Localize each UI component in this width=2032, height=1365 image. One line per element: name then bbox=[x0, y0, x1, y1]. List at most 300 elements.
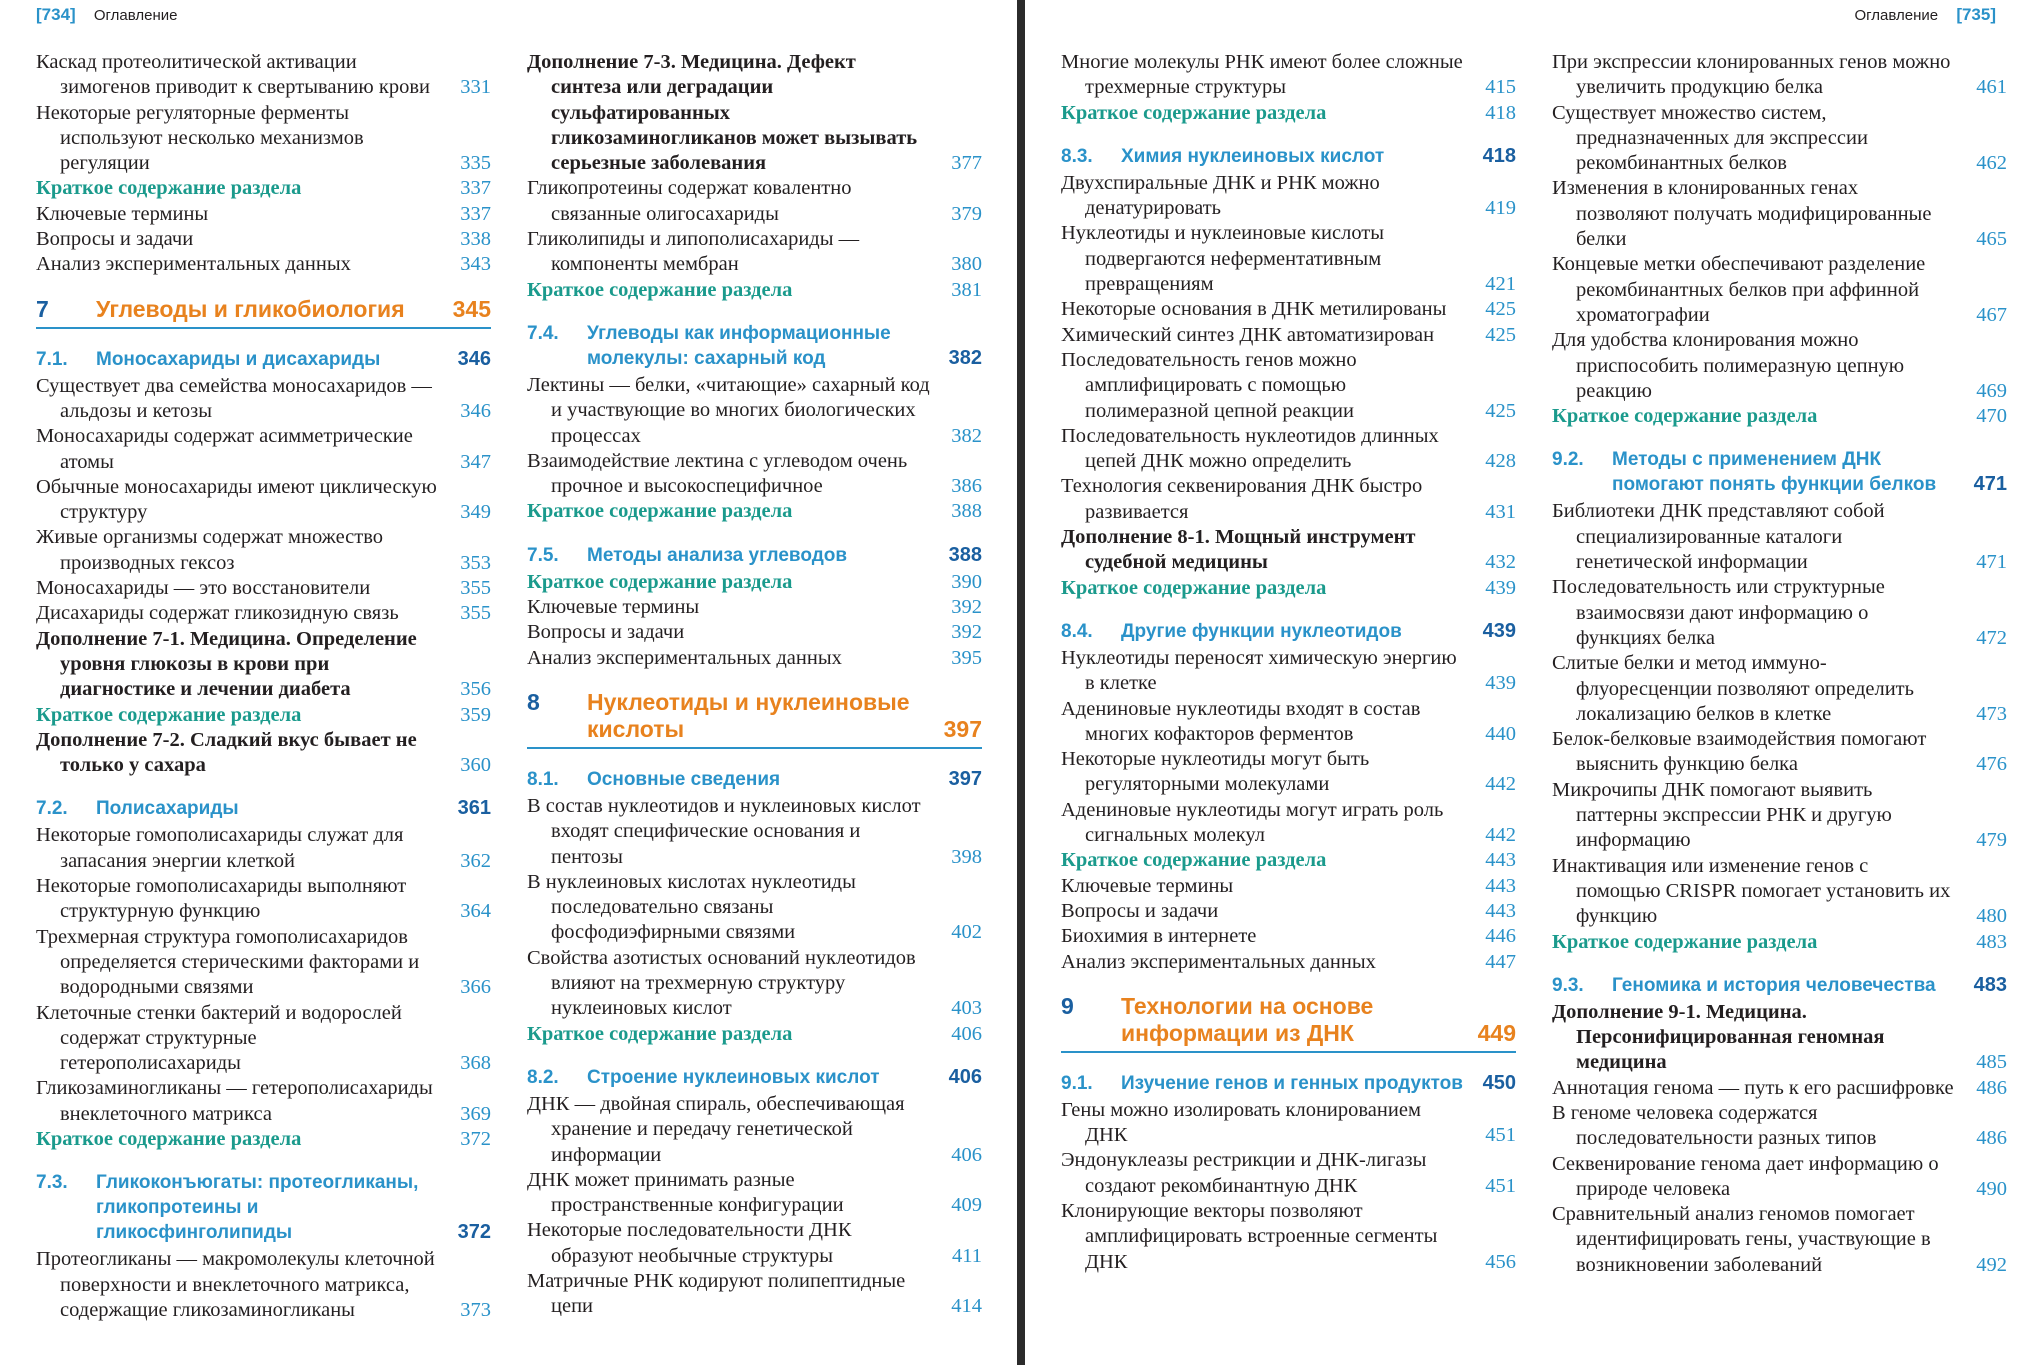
entry-title: Вопросы и задачи bbox=[527, 621, 685, 644]
entry-page: 395 bbox=[951, 646, 982, 669]
entry-title: Клеточные стенки бактерий и водорослей содержат структурные гетерополисахариды bbox=[36, 1001, 402, 1075]
entry-page: 366 bbox=[460, 976, 491, 999]
entry-page: 353 bbox=[460, 551, 491, 574]
entry-page: 476 bbox=[1976, 753, 2007, 776]
entry-title: Многие молекулы РНК имеют более сложные трехмерные структуры bbox=[1061, 51, 1463, 99]
entry-title: Некоторые последовательности ДНК образуют необычные структуры bbox=[527, 1219, 852, 1267]
toc-entry bbox=[1552, 1152, 2007, 1203]
entry-page: 451 bbox=[1485, 1174, 1516, 1197]
summary-page: 372 bbox=[460, 1127, 491, 1150]
entry-page: 472 bbox=[1976, 626, 2007, 649]
entry-title: Технология секвенирования ДНК быстро развивается bbox=[1061, 475, 1423, 523]
entry-title: Дисахариды содержат гликозидную связь bbox=[36, 602, 399, 625]
entry-page: 440 bbox=[1485, 722, 1516, 745]
summary-page: 390 bbox=[951, 570, 982, 593]
entry-page: 362 bbox=[460, 849, 491, 872]
left-page-column-1 bbox=[36, 50, 491, 1323]
summary-page: 483 bbox=[1976, 930, 2007, 953]
summary-title: Краткое содержание раздела bbox=[1552, 405, 1818, 428]
chapter-page: 345 bbox=[452, 295, 491, 322]
chapter-number: 9 bbox=[1061, 992, 1074, 1019]
section-page: 346 bbox=[457, 347, 491, 370]
toc-entry bbox=[1552, 328, 2007, 404]
entry-title: Микрочипы ДНК помогают выявить паттерны экспрессии РНК и другую информацию bbox=[1552, 778, 1892, 852]
entry-page: 446 bbox=[1485, 925, 1516, 948]
toc-entry bbox=[527, 227, 982, 278]
toc-entry bbox=[527, 1218, 982, 1269]
entry-page: 335 bbox=[460, 152, 491, 175]
entry-title: Трехмерная структура гомополисахаридов определяется стерическими факторами и водородными связями bbox=[36, 925, 420, 999]
left-header-title: Оглавление bbox=[93, 7, 178, 24]
entry-title: Существует множество систем, предназначенных для экспрессии рекомбинантных белков bbox=[1552, 101, 1868, 175]
section-number: 8.3. bbox=[1061, 145, 1093, 167]
toc-summary bbox=[1552, 404, 2007, 429]
entry-title: Протеогликаны — макромолекулы клеточной поверхности и внеклеточного матрикса, содержащие гликозаминогликаны bbox=[36, 1248, 435, 1321]
chapter-title: Углеводы и гликобиология bbox=[96, 295, 405, 322]
entry-page: 461 bbox=[1976, 76, 2007, 99]
toc-entry bbox=[36, 601, 491, 626]
section-title: Методы анализа углеводов bbox=[587, 544, 848, 566]
entry-title: Библиотеки ДНК представляют собой специализированные каталоги генетической информации bbox=[1552, 500, 1885, 574]
toc-entry bbox=[36, 374, 491, 425]
summary-title: Краткое содержание раздела bbox=[1061, 101, 1327, 124]
entry-title: Химический синтез ДНК автоматизирован bbox=[1061, 323, 1435, 346]
toc-entry bbox=[1061, 798, 1516, 849]
toc-section bbox=[527, 1065, 982, 1090]
box-title: Дополнение 7-1. Медицина. Определение уровня глюкозы в крови при диагностике и лечении диабета bbox=[36, 627, 417, 701]
entry-title: Последовательность генов можно амплифицировать с помощью полимеразной цепной реакции bbox=[1061, 348, 1357, 422]
book-spine bbox=[1017, 0, 1025, 1365]
section-title: Другие функции нуклеотидов bbox=[1121, 620, 1402, 642]
toc-entry bbox=[1552, 651, 2007, 727]
section-page: 382 bbox=[948, 346, 982, 369]
entry-title: Некоторые гомополисахариды служат для запасания энергии клеткой bbox=[36, 824, 404, 872]
entry-title: Моносахариды — это восстановители bbox=[36, 577, 371, 600]
toc-box-entry bbox=[36, 728, 491, 779]
entry-title: Слитые белки и метод иммуно-флуоресценции позволяют определить локализацию белков в клетке bbox=[1552, 652, 1914, 725]
toc-entry bbox=[1552, 176, 2007, 252]
toc-entry bbox=[1552, 1076, 2007, 1101]
toc-section bbox=[527, 543, 982, 568]
section-title: Углеводы как информационные молекулы: сахарный код bbox=[587, 322, 891, 369]
entry-page: 465 bbox=[1976, 228, 2007, 251]
toc-entry bbox=[527, 870, 982, 946]
entry-title: Эндонуклеазы рестрикции и ДНК-лигазы создают рекомбинантную ДНК bbox=[1061, 1149, 1427, 1197]
summary-title: Краткое содержание раздела bbox=[36, 703, 302, 726]
toc-entry bbox=[527, 1092, 982, 1168]
toc-entry bbox=[527, 646, 982, 671]
entry-title: Секвенирование генома дает информацию о природе человека bbox=[1552, 1152, 1939, 1200]
summary-page: 388 bbox=[951, 500, 982, 523]
toc-section bbox=[1552, 447, 2007, 497]
section-title: Моносахариды и дисахариды bbox=[96, 348, 381, 370]
entry-title: В нуклеиновых кислотах нуклеотиды последовательно связаны фосфодиэфирными связями bbox=[527, 870, 856, 944]
entry-title: Последовательность или структурные взаимосвязи дают информацию о функциях белка bbox=[1552, 576, 1885, 649]
toc-section bbox=[1061, 144, 1516, 169]
entry-title: Матричные РНК кодируют полипептидные цепи bbox=[527, 1269, 906, 1318]
entry-page: 355 bbox=[460, 577, 491, 600]
section-page: 450 bbox=[1482, 1071, 1516, 1094]
summary-page: 381 bbox=[951, 278, 982, 301]
entry-page: 392 bbox=[951, 596, 982, 619]
entry-page: 469 bbox=[1976, 379, 2007, 402]
entry-page: 411 bbox=[952, 1244, 982, 1267]
section-title: Полисахариды bbox=[96, 798, 239, 820]
toc-entry bbox=[1552, 727, 2007, 778]
section-number: 9.3. bbox=[1552, 974, 1584, 996]
entry-title: Каскад протеолитической активации зимогенов приводит к свертыванию крови bbox=[36, 51, 430, 99]
summary-page: 406 bbox=[951, 1022, 982, 1045]
entry-page: 406 bbox=[951, 1143, 982, 1166]
entry-title: Существует два семейства моносахаридов — альдозы и кетозы bbox=[36, 374, 432, 422]
section-title: Изучение генов и генных продуктов bbox=[1121, 1072, 1463, 1094]
section-title: Геномика и история человечества bbox=[1612, 974, 1936, 996]
toc-entry bbox=[36, 823, 491, 874]
section-number: 9.2. bbox=[1552, 449, 1584, 471]
box-page: 432 bbox=[1485, 551, 1516, 574]
entry-page: 386 bbox=[951, 475, 982, 498]
entry-title: Белок-белковые взаимодействия помогают выяснить функцию белка bbox=[1552, 728, 1927, 776]
entry-page: 369 bbox=[460, 1102, 491, 1125]
box-page: 360 bbox=[460, 754, 491, 777]
box-title: Дополнение 9-1. Медицина. Персонифицированная геномная медицина bbox=[1552, 1000, 1885, 1074]
entry-page: 492 bbox=[1976, 1253, 2007, 1276]
entry-title: Сравнительный анализ геномов помогает идентифицировать гены, участвующие в возникновении заболеваний bbox=[1552, 1203, 1931, 1276]
entry-page: 364 bbox=[460, 900, 491, 923]
entry-title: Гликопротеины содержат ковалентно связанные олигосахариды bbox=[527, 177, 852, 225]
chapter-page: 449 bbox=[1477, 1019, 1516, 1046]
entry-title: Гены можно изолировать клонированием ДНК bbox=[1061, 1098, 1421, 1147]
entry-title: Адениновые нуклеотиды входят в состав многих кофакторов ферментов bbox=[1061, 697, 1421, 745]
toc-entry bbox=[1552, 499, 2007, 575]
toc-summary bbox=[36, 176, 491, 201]
entry-title: Анализ экспериментальных данных bbox=[1061, 950, 1376, 973]
toc-entry bbox=[1552, 50, 2007, 101]
section-number: 8.4. bbox=[1061, 620, 1093, 642]
entry-title: Нуклеотиды и нуклеиновые кислоты подвергаются неферментативным превращениям bbox=[1061, 222, 1385, 296]
section-number: 7.1. bbox=[36, 348, 68, 370]
entry-page: 467 bbox=[1976, 303, 2007, 326]
entry-page: 451 bbox=[1485, 1124, 1516, 1147]
toc-entry bbox=[527, 373, 982, 449]
entry-page: 480 bbox=[1976, 905, 2007, 928]
entry-title: Ключевые термины bbox=[1061, 874, 1234, 897]
toc-entry bbox=[36, 424, 491, 475]
summary-page: 439 bbox=[1485, 576, 1516, 599]
entry-title: В состав нуклеотидов и нуклеиновых кислот входят специфические основания и пентозы bbox=[527, 794, 921, 868]
entry-page: 428 bbox=[1485, 450, 1516, 473]
toc-entry bbox=[36, 101, 491, 177]
right-page-number: [735] bbox=[1956, 5, 1996, 24]
toc-entry bbox=[527, 449, 982, 500]
entry-page: 398 bbox=[951, 845, 982, 868]
box-title: Дополнение 8-1. Мощный инструмент судебной медицины bbox=[1061, 526, 1416, 574]
toc-summary bbox=[527, 499, 982, 524]
toc-entry bbox=[36, 525, 491, 576]
section-title: Методы с применением ДНК помогают понять функции белков bbox=[1612, 449, 1937, 496]
box-page: 377 bbox=[951, 152, 982, 175]
toc-summary bbox=[1061, 576, 1516, 601]
toc-entry bbox=[36, 252, 491, 277]
entry-page: 355 bbox=[460, 602, 491, 625]
toc-entry bbox=[36, 925, 491, 1001]
entry-title: Гликолипиды и липополисахариды — компоненты мембран bbox=[527, 228, 860, 276]
toc-entry bbox=[1061, 697, 1516, 748]
entry-title: Нуклеотиды переносят химическую энергию в клетке bbox=[1061, 646, 1457, 695]
toc-chapter bbox=[1061, 993, 1516, 1053]
toc-entry bbox=[1061, 50, 1516, 101]
section-page: 372 bbox=[457, 1221, 491, 1244]
entry-title: Взаимодействие лектина с углеводом очень прочное и высокоспецифичное bbox=[527, 449, 908, 498]
toc-entry bbox=[36, 202, 491, 227]
toc-entry bbox=[1061, 874, 1516, 899]
entry-page: 347 bbox=[460, 450, 491, 473]
section-number: 9.1. bbox=[1061, 1072, 1093, 1094]
toc-entry bbox=[1552, 1202, 2007, 1278]
toc-summary bbox=[527, 1022, 982, 1047]
toc-summary bbox=[1061, 848, 1516, 873]
toc-entry bbox=[1061, 348, 1516, 424]
section-page: 397 bbox=[948, 767, 982, 790]
toc-entry bbox=[1061, 1148, 1516, 1199]
toc-entry bbox=[1061, 1199, 1516, 1275]
entry-page: 368 bbox=[460, 1052, 491, 1075]
toc-entry bbox=[1061, 221, 1516, 297]
toc-summary bbox=[36, 1127, 491, 1152]
toc-summary bbox=[1552, 930, 2007, 955]
entry-page: 415 bbox=[1485, 76, 1516, 99]
entry-title: Вопросы и задачи bbox=[1061, 899, 1219, 922]
entry-title: Концевые метки обеспечивают разделение рекомбинантных белков при аффинной хроматографии bbox=[1552, 253, 1926, 326]
toc-entry bbox=[1552, 1101, 2007, 1152]
entry-page: 443 bbox=[1485, 899, 1516, 922]
section-number: 8.2. bbox=[527, 1066, 559, 1088]
section-number: 7.3. bbox=[36, 1172, 68, 1194]
toc-section bbox=[36, 796, 491, 821]
toc-entry bbox=[1061, 171, 1516, 222]
entry-title: ДНК — двойная спираль, обеспечивающая хранение и передачу генетической информации bbox=[527, 1092, 905, 1166]
summary-title: Краткое содержание раздела bbox=[527, 500, 793, 523]
summary-page: 418 bbox=[1485, 101, 1516, 124]
entry-title: Обычные моносахариды имеют циклическую структуру bbox=[36, 475, 437, 524]
entry-page: 380 bbox=[951, 253, 982, 276]
entry-title: Некоторые основания в ДНК метилированы bbox=[1061, 298, 1447, 321]
entry-page: 479 bbox=[1976, 829, 2007, 852]
section-page: 388 bbox=[948, 543, 982, 566]
section-title: Строение нуклеиновых кислот bbox=[587, 1066, 880, 1088]
toc-entry bbox=[36, 227, 491, 252]
entry-title: Последовательность нуклеотидов длинных цепей ДНК можно определить bbox=[1061, 424, 1439, 473]
entry-title: Свойства азотистых оснований нуклеотидов влияют на трехмерную структуру нуклеиновых кислот bbox=[527, 946, 916, 1020]
section-page: 471 bbox=[1973, 473, 2007, 496]
entry-title: Некоторые регуляторные ферменты используют несколько механизмов регуляции bbox=[36, 101, 364, 175]
entry-page: 382 bbox=[951, 424, 982, 447]
section-page: 439 bbox=[1482, 619, 1516, 642]
toc-entry bbox=[36, 1247, 491, 1323]
entry-page: 373 bbox=[460, 1298, 491, 1321]
entry-page: 439 bbox=[1485, 672, 1516, 695]
entry-title: Адениновые нуклеотиды могут играть роль сигнальных молекул bbox=[1061, 798, 1444, 847]
left-page-column-2 bbox=[527, 50, 982, 1320]
entry-title: Вопросы и задачи bbox=[36, 228, 194, 251]
section-page: 361 bbox=[457, 797, 491, 820]
entry-title: Инактивация или изменение генов с помощью CRISPR помогает установить их функцию bbox=[1552, 854, 1951, 928]
summary-title: Краткое содержание раздела bbox=[36, 1127, 302, 1150]
chapter-page: 397 bbox=[943, 715, 982, 742]
toc-entry bbox=[36, 475, 491, 526]
entry-title: Для удобства клонирования можно приспособить полимеразную цепную реакцию bbox=[1552, 329, 1905, 402]
section-page: 418 bbox=[1482, 144, 1516, 167]
section-page: 406 bbox=[948, 1065, 982, 1088]
toc-entry bbox=[527, 620, 982, 645]
entry-page: 442 bbox=[1485, 824, 1516, 847]
entry-page: 409 bbox=[951, 1194, 982, 1217]
toc-entry bbox=[1552, 101, 2007, 177]
entry-page: 392 bbox=[951, 621, 982, 644]
toc-section bbox=[527, 767, 982, 792]
entry-title: Некоторые нуклеотиды могут быть регуляторными молекулами bbox=[1061, 748, 1370, 796]
entry-page: 431 bbox=[1485, 500, 1516, 523]
toc-entry bbox=[1061, 747, 1516, 798]
toc-section bbox=[1552, 973, 2007, 998]
box-title: Дополнение 7-3. Медицина. Дефект синтеза или деградации сульфатированных гликозаминогликанов может вызывать серьезные заболевания bbox=[527, 51, 918, 175]
toc-entry bbox=[1061, 323, 1516, 348]
toc-entry bbox=[36, 50, 491, 101]
section-number: 8.1. bbox=[527, 768, 559, 790]
entry-page: 447 bbox=[1485, 950, 1516, 973]
entry-page: 419 bbox=[1485, 197, 1516, 220]
entry-title: Аннотация генома — путь к его расшифровке bbox=[1552, 1076, 1954, 1099]
toc-section bbox=[36, 347, 491, 372]
summary-title: Краткое содержание раздела bbox=[1552, 930, 1818, 953]
summary-title: Краткое содержание раздела bbox=[527, 1022, 793, 1045]
chapter-number: 7 bbox=[36, 295, 49, 322]
toc-entry bbox=[1552, 778, 2007, 854]
entry-page: 331 bbox=[460, 76, 491, 99]
toc-entry bbox=[1061, 950, 1516, 975]
section-number: 7.4. bbox=[527, 322, 559, 344]
toc-entry bbox=[36, 1001, 491, 1077]
toc-chapter bbox=[527, 689, 982, 749]
toc-entry bbox=[1061, 924, 1516, 949]
toc-entry bbox=[1552, 854, 2007, 930]
toc-entry bbox=[36, 576, 491, 601]
chapter-title: Технологии на основе информации из ДНК bbox=[1121, 992, 1374, 1046]
entry-page: 443 bbox=[1485, 874, 1516, 897]
toc-entry bbox=[1061, 424, 1516, 475]
entry-title: Анализ экспериментальных данных bbox=[527, 646, 842, 669]
toc-entry bbox=[1061, 297, 1516, 322]
summary-page: 470 bbox=[1976, 405, 2007, 428]
section-title: Основные сведения bbox=[587, 768, 781, 790]
toc-entry bbox=[1552, 252, 2007, 328]
entry-title: Ключевые термины bbox=[36, 202, 209, 225]
toc-section bbox=[527, 321, 982, 371]
left-page-header bbox=[36, 5, 178, 25]
right-page bbox=[1025, 0, 2032, 1365]
entry-title: Ключевые термины bbox=[527, 596, 700, 619]
entry-title: При экспрессии клонированных генов можно увеличить продукцию белка bbox=[1552, 51, 1951, 99]
toc-entry bbox=[36, 874, 491, 925]
toc-entry bbox=[527, 1269, 982, 1320]
toc-entry bbox=[527, 794, 982, 870]
section-number: 7.5. bbox=[527, 544, 559, 566]
box-page: 356 bbox=[460, 678, 491, 701]
entry-page: 425 bbox=[1485, 298, 1516, 321]
toc-entry bbox=[1061, 899, 1516, 924]
toc-section bbox=[36, 1170, 491, 1245]
entry-title: ДНК может принимать разные пространственные конфигурации bbox=[527, 1168, 844, 1217]
toc-summary bbox=[527, 570, 982, 595]
section-page: 483 bbox=[1973, 973, 2007, 996]
entry-title: Лектины — белки, «читающие» сахарный код и участвующие во многих биологических процессах bbox=[527, 373, 930, 447]
right-page-header bbox=[1855, 5, 1997, 25]
entry-title: Моносахариды содержат асимметрические атомы bbox=[36, 425, 413, 473]
toc-entry bbox=[1061, 1098, 1516, 1149]
toc-box-entry bbox=[36, 627, 491, 703]
entry-page: 338 bbox=[460, 228, 491, 251]
entry-page: 486 bbox=[1976, 1127, 2007, 1150]
summary-title: Краткое содержание раздела bbox=[1061, 849, 1327, 872]
toc-entry bbox=[527, 595, 982, 620]
entry-page: 414 bbox=[951, 1295, 982, 1318]
entry-page: 421 bbox=[1485, 273, 1516, 296]
toc-entry bbox=[1061, 474, 1516, 525]
toc-entry bbox=[527, 1168, 982, 1219]
entry-page: 346 bbox=[460, 399, 491, 422]
entry-page: 402 bbox=[951, 921, 982, 944]
toc-entry bbox=[36, 1076, 491, 1127]
toc-entry bbox=[527, 176, 982, 227]
entry-page: 379 bbox=[951, 202, 982, 225]
toc-entry bbox=[1552, 575, 2007, 651]
summary-page: 443 bbox=[1485, 849, 1516, 872]
entry-page: 462 bbox=[1976, 152, 2007, 175]
section-title: Химия нуклеиновых кислот bbox=[1121, 145, 1385, 167]
summary-title: Краткое содержание раздела bbox=[1061, 576, 1327, 599]
right-page-column-2 bbox=[1552, 50, 2007, 1278]
entry-page: 425 bbox=[1485, 323, 1516, 346]
entry-page: 442 bbox=[1485, 773, 1516, 796]
right-page-column-1 bbox=[1061, 50, 1516, 1275]
toc-summary bbox=[1061, 101, 1516, 126]
toc-chapter bbox=[36, 296, 491, 329]
toc-entry bbox=[1061, 646, 1516, 697]
section-title: Гликоконъюгаты: протеогликаны, гликопротеины и гликосфинголипиды bbox=[96, 1172, 419, 1244]
toc-summary bbox=[527, 278, 982, 303]
entry-page: 343 bbox=[460, 253, 491, 276]
entry-title: Двухспиральные ДНК и РНК можно денатурировать bbox=[1061, 171, 1380, 220]
entry-page: 349 bbox=[460, 501, 491, 524]
chapter-title: Нуклеотиды и нуклеиновые кислоты bbox=[587, 688, 910, 742]
entry-title: Анализ экспериментальных данных bbox=[36, 253, 351, 276]
toc-box-entry bbox=[1061, 525, 1516, 576]
section-number: 7.2. bbox=[36, 798, 68, 820]
chapter-number: 8 bbox=[527, 688, 540, 715]
entry-page: 490 bbox=[1976, 1177, 2007, 1200]
summary-title: Краткое содержание раздела bbox=[527, 570, 793, 593]
box-page: 485 bbox=[1976, 1051, 2007, 1074]
entry-title: Живые организмы содержат множество производных гексоз bbox=[36, 526, 384, 574]
entry-title: Некоторые гомополисахариды выполняют структурную функцию bbox=[36, 875, 407, 923]
entry-title: Гликозаминогликаны — гетерополисахариды внеклеточного матрикса bbox=[36, 1077, 433, 1125]
entry-title: В геноме человека содержатся последовательности разных типов bbox=[1552, 1101, 1877, 1150]
right-header-title: Оглавление bbox=[1854, 7, 1939, 24]
toc-section bbox=[1061, 619, 1516, 644]
entry-title: Биохимия в интернете bbox=[1061, 925, 1257, 948]
summary-title: Краткое содержание раздела bbox=[36, 177, 302, 200]
entry-page: 471 bbox=[1976, 551, 2007, 574]
